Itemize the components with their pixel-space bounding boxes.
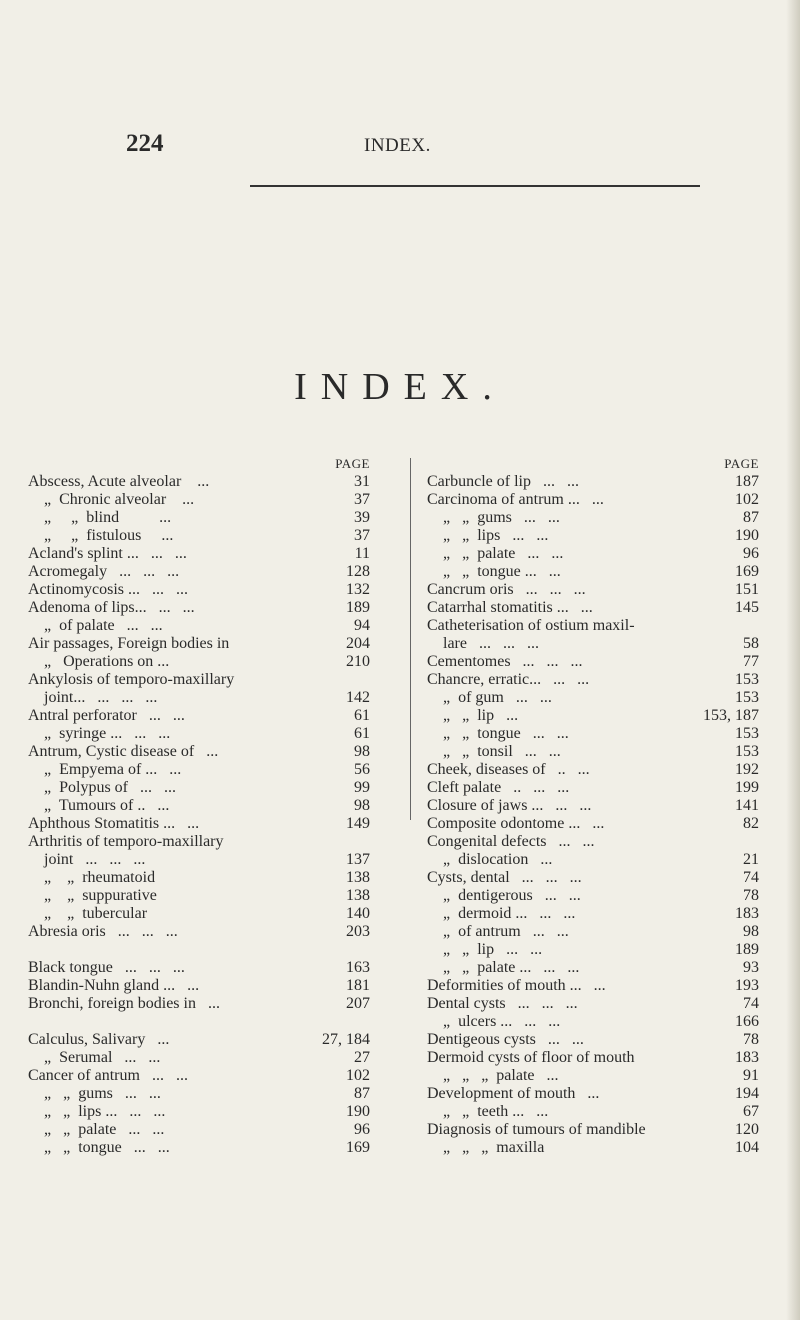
entry-page: 190 bbox=[346, 1103, 370, 1120]
index-entry bbox=[28, 797, 370, 815]
entry-page: 153 bbox=[735, 725, 759, 742]
index-entry bbox=[427, 689, 759, 707]
column-divider bbox=[410, 458, 411, 820]
entry-page: 77 bbox=[743, 653, 759, 670]
entry-term: Catarrhal stomatitis ... ... bbox=[427, 599, 593, 616]
entry-term: Catheterisation of ostium maxil- bbox=[427, 617, 635, 634]
entry-term: „ „ palate ... ... bbox=[427, 545, 564, 562]
entry-term: „ Serumal ... ... bbox=[28, 1049, 161, 1066]
entry-page: 183 bbox=[735, 905, 759, 922]
entry-term: „ Tumours of .. ... bbox=[28, 797, 170, 814]
index-entry bbox=[28, 1049, 370, 1067]
index-entry bbox=[427, 959, 759, 977]
entry-page: 142 bbox=[346, 689, 370, 706]
index-entry bbox=[28, 563, 370, 581]
entry-term: „ „ tonsil ... ... bbox=[427, 743, 561, 760]
entry-term: Congenital defects ... ... bbox=[427, 833, 595, 850]
index-entry bbox=[28, 833, 370, 851]
entry-page: 151 bbox=[735, 581, 759, 598]
entry-term: „ „ „ palate ... bbox=[427, 1067, 559, 1084]
entry-page: 207 bbox=[346, 995, 370, 1012]
entry-page: 120 bbox=[735, 1121, 759, 1138]
index-entry bbox=[28, 725, 370, 743]
entry-term: lare ... ... ... bbox=[427, 635, 539, 652]
index-entry bbox=[427, 923, 759, 941]
index-entry bbox=[28, 977, 370, 995]
entry-term: Abresia oris ... ... ... bbox=[28, 923, 178, 940]
index-entry bbox=[28, 959, 370, 977]
entry-term: Arthritis of temporo-maxillary bbox=[28, 833, 224, 850]
entry-page: 27, 184 bbox=[322, 1031, 370, 1048]
entry-term: Antral perforator ... ... bbox=[28, 707, 185, 724]
entry-term: Cysts, dental ... ... ... bbox=[427, 869, 582, 886]
entry-page: 91 bbox=[743, 1067, 759, 1084]
entry-page: 141 bbox=[735, 797, 759, 814]
entry-page: 166 bbox=[735, 1013, 759, 1030]
right-column bbox=[427, 455, 759, 1157]
entry-term: „ Chronic alveolar ... bbox=[28, 491, 195, 508]
entry-page: 58 bbox=[743, 635, 759, 652]
index-entry bbox=[427, 527, 759, 545]
entry-page: 153 bbox=[735, 743, 759, 760]
entry-page: 102 bbox=[346, 1067, 370, 1084]
page-header bbox=[126, 130, 766, 160]
entry-term: Black tongue ... ... ... bbox=[28, 959, 185, 976]
index-entry bbox=[427, 815, 759, 833]
index-entry bbox=[28, 545, 370, 563]
index-entry bbox=[427, 581, 759, 599]
index-entry bbox=[427, 761, 759, 779]
index-entry bbox=[28, 1067, 370, 1085]
index-entry bbox=[427, 869, 759, 887]
entry-page: 37 bbox=[354, 527, 370, 544]
index-entry bbox=[427, 851, 759, 869]
entry-page: 140 bbox=[346, 905, 370, 922]
entry-term: Diagnosis of tumours of mandible bbox=[427, 1121, 646, 1138]
index-entry bbox=[28, 905, 370, 923]
index-entry bbox=[28, 1121, 370, 1139]
index-entry bbox=[427, 491, 759, 509]
entry-page: 78 bbox=[743, 1031, 759, 1048]
index-entry bbox=[427, 563, 759, 581]
index-entry bbox=[427, 905, 759, 923]
index-entry bbox=[427, 1121, 759, 1139]
page-edge-shadow bbox=[786, 0, 800, 1320]
entry-term: Aphthous Stomatitis ... ... bbox=[28, 815, 200, 832]
entry-term: „ dermoid ... ... ... bbox=[427, 905, 576, 922]
entry-term: Calculus, Salivary ... bbox=[28, 1031, 170, 1048]
entry-page: 96 bbox=[743, 545, 759, 562]
entry-page: 187 bbox=[735, 473, 759, 490]
entry-term: Cheek, diseases of .. ... bbox=[427, 761, 590, 778]
entry-page: 137 bbox=[346, 851, 370, 868]
index-entry bbox=[427, 779, 759, 797]
entry-page: 99 bbox=[354, 779, 370, 796]
index-entry bbox=[427, 707, 759, 725]
index-entry bbox=[427, 1103, 759, 1121]
entry-term: „ „ lips ... ... ... bbox=[28, 1103, 166, 1120]
entry-page: 153 bbox=[735, 671, 759, 688]
index-entry bbox=[28, 923, 370, 941]
entry-page: 56 bbox=[354, 761, 370, 778]
index-entry bbox=[427, 617, 759, 635]
index-entry bbox=[427, 887, 759, 905]
index-entry bbox=[28, 1013, 370, 1031]
index-entry bbox=[427, 977, 759, 995]
entry-page: 74 bbox=[743, 995, 759, 1012]
entry-page: 98 bbox=[354, 797, 370, 814]
index-entry bbox=[427, 725, 759, 743]
index-entry bbox=[427, 743, 759, 761]
entry-term: „ „ gums ... ... bbox=[28, 1085, 161, 1102]
entry-page: 82 bbox=[743, 815, 759, 832]
entry-page: 163 bbox=[346, 959, 370, 976]
index-entry bbox=[28, 671, 370, 689]
index-entry bbox=[427, 995, 759, 1013]
entry-page: 87 bbox=[354, 1085, 370, 1102]
entry-term: „ „ fistulous ... bbox=[28, 527, 174, 544]
index-entry bbox=[28, 1031, 370, 1049]
index-entry bbox=[427, 1013, 759, 1031]
entry-page: 27 bbox=[354, 1049, 370, 1066]
entry-term: Air passages, Foreign bodies in bbox=[28, 635, 230, 652]
entry-page: 11 bbox=[354, 545, 370, 562]
entry-term: Adenoma of lips... ... ... bbox=[28, 599, 195, 616]
index-entry bbox=[427, 833, 759, 851]
entry-page: 199 bbox=[735, 779, 759, 796]
index-entry bbox=[427, 1067, 759, 1085]
entry-term: „ „ blind ... bbox=[28, 509, 172, 526]
entry-term: „ „ tongue ... ... bbox=[28, 1139, 170, 1156]
index-entry bbox=[427, 1031, 759, 1049]
entry-page: 204 bbox=[346, 635, 370, 652]
entry-term: Abscess, Acute alveolar ... bbox=[28, 473, 210, 490]
running-head: INDEX. bbox=[364, 135, 431, 156]
entry-page: 210 bbox=[346, 653, 370, 670]
entry-term: „ „ lip ... ... bbox=[427, 941, 543, 958]
entry-term: „ „ tubercular bbox=[28, 905, 148, 922]
index-title: INDEX. bbox=[294, 366, 506, 408]
entry-term: Development of mouth ... bbox=[427, 1085, 600, 1102]
entry-page: 37 bbox=[354, 491, 370, 508]
entry-term: „ Empyema of ... ... bbox=[28, 761, 182, 778]
entry-term: Cancrum oris ... ... ... bbox=[427, 581, 586, 598]
index-entry bbox=[427, 635, 759, 653]
entry-term: Acromegaly ... ... ... bbox=[28, 563, 180, 580]
entry-page: 192 bbox=[735, 761, 759, 778]
page-number: 224 bbox=[126, 130, 164, 157]
entry-term: Acland's splint ... ... ... bbox=[28, 545, 187, 562]
entry-page: 128 bbox=[346, 563, 370, 580]
index-entry bbox=[427, 473, 759, 491]
index-entry bbox=[28, 707, 370, 725]
entry-page: 138 bbox=[346, 887, 370, 904]
index-entry bbox=[28, 779, 370, 797]
entry-term: „ „ tongue ... ... bbox=[427, 563, 561, 580]
entry-page: 78 bbox=[743, 887, 759, 904]
left-page-heading: PAGE bbox=[335, 456, 370, 471]
entry-page: 169 bbox=[346, 1139, 370, 1156]
entry-term: joint... ... ... ... bbox=[28, 689, 158, 706]
index-entry bbox=[28, 473, 370, 491]
index-entry bbox=[28, 887, 370, 905]
entry-term: Carcinoma of antrum ... ... bbox=[427, 491, 604, 508]
entry-term: „ „ teeth ... ... bbox=[427, 1103, 549, 1120]
index-entry bbox=[28, 509, 370, 527]
index-entry bbox=[28, 761, 370, 779]
index-entry bbox=[28, 1103, 370, 1121]
entry-term: „ „ tongue ... ... bbox=[427, 725, 569, 742]
index-entry bbox=[28, 1085, 370, 1103]
entry-term: „ „ palate ... ... ... bbox=[427, 959, 580, 976]
entry-page: 39 bbox=[354, 509, 370, 526]
entry-page: 145 bbox=[735, 599, 759, 616]
entry-page: 153, 187 bbox=[703, 707, 759, 724]
left-column bbox=[28, 455, 370, 1157]
entry-term: „ „ gums ... ... bbox=[427, 509, 560, 526]
index-entry bbox=[28, 599, 370, 617]
entry-page: 67 bbox=[743, 1103, 759, 1120]
index-entry bbox=[427, 1049, 759, 1067]
entry-page: 104 bbox=[735, 1139, 759, 1156]
entry-term: Actinomycosis ... ... ... bbox=[28, 581, 188, 598]
entry-term: Ankylosis of temporo-maxillary bbox=[28, 671, 235, 688]
entry-page: 21 bbox=[743, 851, 759, 868]
index-entry bbox=[28, 869, 370, 887]
entry-term: „ „ suppurative bbox=[28, 887, 157, 904]
header-rule bbox=[250, 185, 700, 187]
entry-page: 132 bbox=[346, 581, 370, 598]
entry-term: joint ... ... ... bbox=[28, 851, 146, 868]
entry-term: Cleft palate .. ... ... bbox=[427, 779, 570, 796]
entry-page: 203 bbox=[346, 923, 370, 940]
entry-page: 31 bbox=[354, 473, 370, 490]
entry-term: Cancer of antrum ... ... bbox=[28, 1067, 188, 1084]
index-entry bbox=[28, 527, 370, 545]
entry-term: Dentigeous cysts ... ... bbox=[427, 1031, 584, 1048]
entry-page: 149 bbox=[346, 815, 370, 832]
index-entry bbox=[28, 635, 370, 653]
entry-term: Blandin-Nuhn gland ... ... bbox=[28, 977, 200, 994]
index-entry bbox=[427, 941, 759, 959]
index-entry bbox=[427, 509, 759, 527]
index-entry bbox=[28, 1139, 370, 1157]
entry-term: „ syringe ... ... ... bbox=[28, 725, 171, 742]
entry-page: 74 bbox=[743, 869, 759, 886]
index-entry bbox=[28, 689, 370, 707]
entry-page: 153 bbox=[735, 689, 759, 706]
entry-term: Dental cysts ... ... ... bbox=[427, 995, 578, 1012]
entry-term: „ „ lips ... ... bbox=[427, 527, 549, 544]
entry-page: 98 bbox=[743, 923, 759, 940]
index-entry bbox=[28, 491, 370, 509]
entry-page: 61 bbox=[354, 707, 370, 724]
entry-term: „ Operations on ... bbox=[28, 653, 170, 670]
entry-term: „ „ palate ... ... bbox=[28, 1121, 165, 1138]
index-entry bbox=[427, 1085, 759, 1103]
entry-page: 194 bbox=[735, 1085, 759, 1102]
entry-page: 190 bbox=[735, 527, 759, 544]
entry-page: 102 bbox=[735, 491, 759, 508]
index-entry bbox=[427, 1139, 759, 1157]
right-page-heading: PAGE bbox=[724, 456, 759, 471]
index-entry bbox=[427, 653, 759, 671]
entry-term: „ Polypus of ... ... bbox=[28, 779, 176, 796]
entry-page: 96 bbox=[354, 1121, 370, 1138]
index-entry bbox=[28, 851, 370, 869]
entry-page: 94 bbox=[354, 617, 370, 634]
index-entry bbox=[28, 617, 370, 635]
right-entry-list bbox=[427, 473, 759, 1157]
entry-page: 181 bbox=[346, 977, 370, 994]
entry-page: 169 bbox=[735, 563, 759, 580]
index-entry bbox=[28, 743, 370, 761]
entry-term: „ „ „ maxilla bbox=[427, 1139, 545, 1156]
index-entry bbox=[28, 581, 370, 599]
entry-term: Composite odontome ... ... bbox=[427, 815, 605, 832]
index-entry bbox=[28, 815, 370, 833]
entry-term: „ ulcers ... ... ... bbox=[427, 1013, 561, 1030]
entry-term: Carbuncle of lip ... ... bbox=[427, 473, 579, 490]
index-entry bbox=[28, 941, 370, 959]
entry-term: „ „ lip ... bbox=[427, 707, 519, 724]
entry-term: Chancre, erratic... ... ... bbox=[427, 671, 590, 688]
entry-term: Closure of jaws ... ... ... bbox=[427, 797, 592, 814]
entry-term: „ of antrum ... ... bbox=[427, 923, 569, 940]
entry-page: 138 bbox=[346, 869, 370, 886]
entry-page: 183 bbox=[735, 1049, 759, 1066]
entry-page: 189 bbox=[735, 941, 759, 958]
index-entry bbox=[427, 545, 759, 563]
entry-term: Cementomes ... ... ... bbox=[427, 653, 583, 670]
index-entry bbox=[28, 995, 370, 1013]
index-entry bbox=[427, 797, 759, 815]
entry-page: 98 bbox=[354, 743, 370, 760]
entry-page: 61 bbox=[354, 725, 370, 742]
index-entry bbox=[28, 653, 370, 671]
entry-term: „ of gum ... ... bbox=[427, 689, 552, 706]
entry-page: 189 bbox=[346, 599, 370, 616]
left-entry-list bbox=[28, 473, 370, 1157]
index-entry bbox=[427, 671, 759, 689]
entry-term: „ of palate ... ... bbox=[28, 617, 163, 634]
entry-page: 193 bbox=[735, 977, 759, 994]
entry-term: Antrum, Cystic disease of ... bbox=[28, 743, 219, 760]
entry-page: 87 bbox=[743, 509, 759, 526]
entry-term: „ „ rheumatoid bbox=[28, 869, 156, 886]
entry-term: Bronchi, foreign bodies in ... bbox=[28, 995, 220, 1012]
entry-term: „ dislocation ... bbox=[427, 851, 553, 868]
entry-page: 93 bbox=[743, 959, 759, 976]
entry-term: „ dentigerous ... ... bbox=[427, 887, 581, 904]
entry-term: Dermoid cysts of floor of mouth bbox=[427, 1049, 635, 1066]
index-entry bbox=[427, 599, 759, 617]
entry-term: Deformities of mouth ... ... bbox=[427, 977, 606, 994]
